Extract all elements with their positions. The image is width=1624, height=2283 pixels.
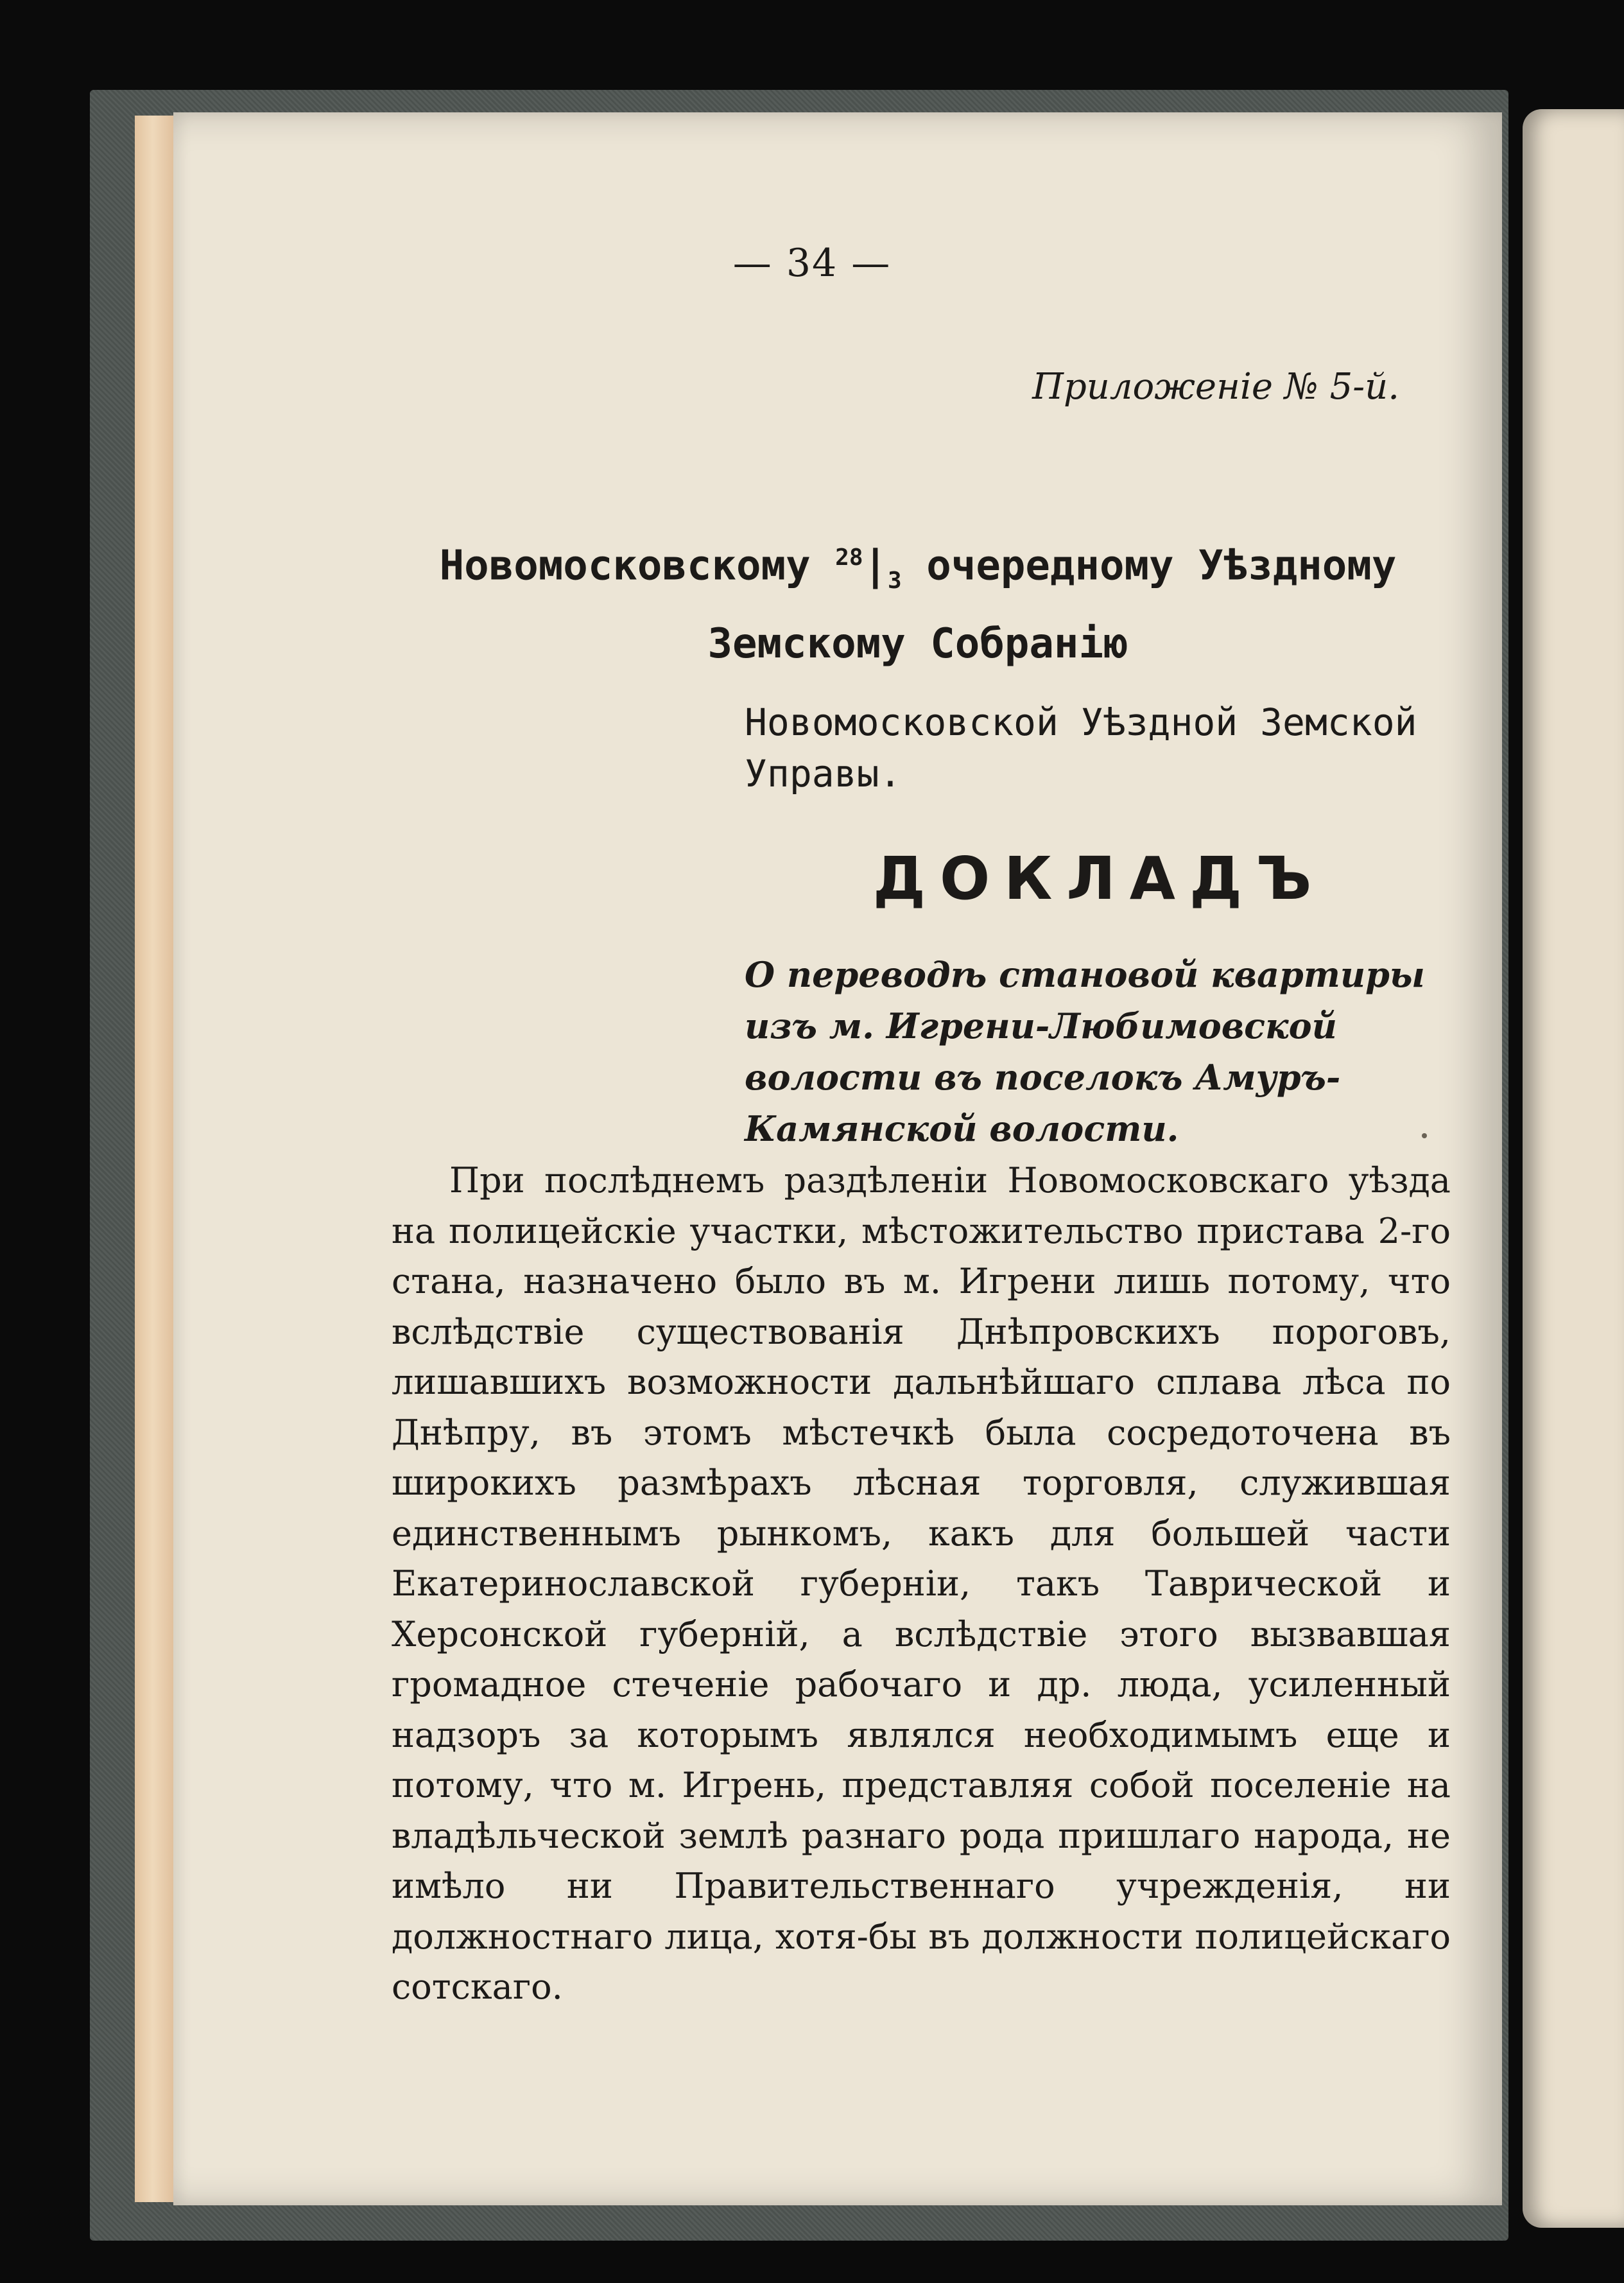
sender-line: Новомосковской Уѣздной Земской Управы. [745, 700, 1417, 795]
body-paragraph-text: При послѣднемъ раздѣленіи Новомосковскаго уѣзда на полицейскіе участки, мѣстожительство пристава 2-го стана, назначено было въ м. Игрени лишь потому, что вслѣдствіе существованія Днѣпровскихъ пороговъ, лишавшихъ возможности дальнѣйшаго сплава лѣса по Днѣпру, въ этомъ мѣстечкѣ была сосредоточена въ широкихъ размѣрахъ лѣсная торговля, служившая единственнымъ рынкомъ, какъ для большей части Екатеринославской губерніи, такъ Таврической и Херсонской губерній, а вслѣдствіе этого вызвавшая громадное стеченіе рабочаго и др. люда, усиленный надзоръ за которымъ являлся необходимымъ еще и потому, что м. Игрень, представляя собой поселеніе на владѣльческой землѣ разнаго рода пришлаго народа, не имѣло ни Правительственнаго учрежденія, ни должностнаго лица, хотя-бы въ должности полицейскаго сотскаго. [392, 1160, 1451, 2007]
appendix-label: Приложеніе № 5-й. [1032, 366, 1399, 408]
body-paragraph [392, 1156, 1451, 2013]
addressee-after: очередному Уѣздному Земскому Собранію [707, 542, 1397, 668]
document-subject: О переводѣ становой квартиры изъ м. Игрени-Любимовской волости въ поселокъ Амуръ-Камянской волости. [745, 954, 1425, 1149]
facing-page-edge [1523, 109, 1624, 2228]
addressee-date-month: 3 [888, 568, 902, 595]
addressee-date-day: 28 [835, 544, 863, 571]
document-title: ДОКЛАДЪ [873, 844, 1326, 913]
addressee-heading: Новомосковскому $^{28}|_3$ очередному Уѣздному Земскому Собранію [439, 542, 1397, 668]
page-number: — 34 — [732, 241, 892, 286]
addressee-before: Новомосковскому [439, 542, 811, 590]
ink-speck [1422, 1133, 1427, 1138]
